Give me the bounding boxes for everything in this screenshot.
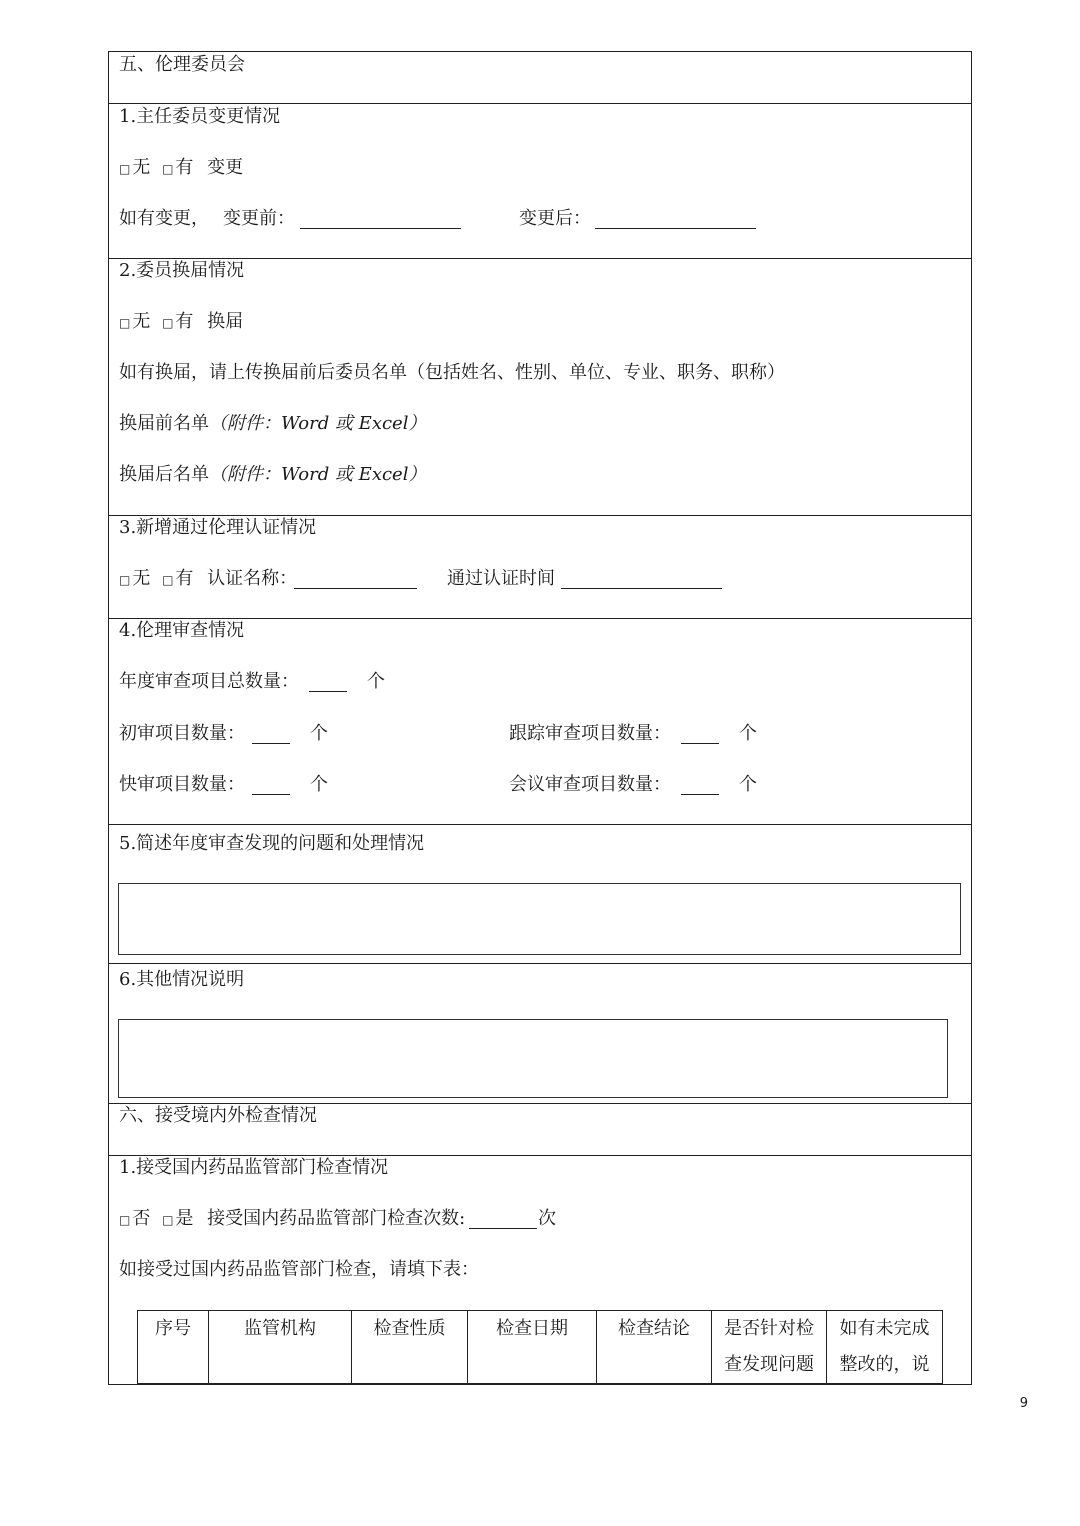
checkbox-yes[interactable]: □ — [162, 1213, 174, 1227]
q1-title: 1.主任委员变更情况 — [119, 106, 281, 127]
s6-instruction: 如接受过国内药品监管部门检查，请填下表： — [119, 1259, 479, 1280]
unit-label: 个 — [739, 774, 757, 795]
attachment-link[interactable]: （附件：Word 或 Excel） — [209, 413, 427, 434]
q2-instruction: 如有换届，请上传换届前后委员名单（包括姓名、性别、单位、专业、职务、职称） — [119, 362, 785, 383]
q5-title: 5.简述年度审查发现的问题和处理情况 — [119, 833, 425, 854]
q4-initial-input[interactable] — [252, 725, 290, 744]
row-divider — [108, 963, 972, 964]
row-divider — [108, 103, 972, 104]
q4-tracking-input[interactable] — [681, 725, 719, 744]
q4-fast-input[interactable] — [252, 776, 290, 795]
table-header-cell: 监管机构 — [209, 1311, 352, 1384]
table-header-cell: 检查日期 — [468, 1311, 597, 1384]
table-header-cell: 如有未完成 整改的，说 — [827, 1311, 943, 1384]
row-divider — [108, 824, 972, 825]
frame-bottom — [108, 1384, 972, 1385]
q4-total-label: 年度审查项目总数量： — [119, 671, 299, 692]
q5-textarea[interactable] — [118, 883, 961, 955]
q3-title: 3.新增通过伦理认证情况 — [119, 517, 317, 538]
q6-title: 6.其他情况说明 — [119, 969, 245, 990]
unit-label: 个 — [739, 723, 757, 744]
q4-title: 4.伦理审查情况 — [119, 620, 245, 641]
q2-options: □ 无 □ 有 换届 — [119, 311, 244, 332]
q3-cert-time-input[interactable] — [561, 570, 722, 589]
unit-label: 个 — [310, 774, 328, 795]
q4-total-input[interactable] — [309, 673, 347, 692]
table-header-cell: 检查结论 — [597, 1311, 712, 1384]
section5-title: 五、伦理委员会 — [119, 54, 245, 75]
checkbox-yes[interactable]: □ — [162, 162, 174, 176]
checkbox-no[interactable]: □ — [119, 162, 131, 176]
q3-cert-name-input[interactable] — [294, 570, 417, 589]
q1-before-label: 变更前： — [223, 208, 295, 229]
q4-initial-label: 初审项目数量： — [119, 723, 245, 744]
inspection-table — [137, 1310, 943, 1384]
q4-meeting-label: 会议审查项目数量： — [509, 774, 671, 795]
q1-options: □ 无 □ 有 变更 — [119, 157, 244, 178]
table-header-cell: 检查性质 — [352, 1311, 468, 1384]
table-header-cell: 是否针对检 查发现问题 — [712, 1311, 827, 1384]
q1-after-label: 变更后： — [519, 208, 591, 229]
q6-textarea[interactable] — [118, 1019, 948, 1098]
q1-if-changed: 如有变更， — [119, 208, 209, 229]
form-frame — [108, 51, 972, 1385]
checkbox-no[interactable]: □ — [119, 1213, 131, 1227]
unit-label: 个 — [310, 723, 328, 744]
checkbox-no[interactable]: □ — [119, 316, 131, 330]
unit-label: 个 — [367, 671, 385, 692]
s6-count-input[interactable] — [469, 1210, 537, 1229]
checkbox-yes[interactable]: □ — [162, 316, 174, 330]
table-header-cell: 序号 — [138, 1311, 209, 1384]
q4-fast-label: 快审项目数量： — [119, 774, 245, 795]
q3-options: □ 无 □ 有 认证名称： — [119, 568, 298, 589]
section6-title: 六、接受境内外检查情况 — [119, 1105, 317, 1126]
table-header-row — [138, 1311, 943, 1384]
attachment-link[interactable]: （附件：Word 或 Excel） — [209, 464, 427, 485]
q2-after-list: 换届后名单（附件：Word 或 Excel） — [119, 464, 427, 485]
q1-before-input[interactable] — [300, 210, 461, 229]
checkbox-yes[interactable]: □ — [162, 573, 174, 587]
q2-before-list: 换届前名单（附件：Word 或 Excel） — [119, 413, 427, 434]
s6-count-unit: 次 — [538, 1208, 556, 1229]
q2-title: 2.委员换届情况 — [119, 260, 245, 281]
q4-meeting-input[interactable] — [681, 776, 719, 795]
q3-cert-time-label: 通过认证时间 — [447, 568, 555, 589]
s6-q1-options: □ 否 □ 是 接受国内药品监管部门检查次数: — [119, 1208, 466, 1229]
checkbox-no[interactable]: □ — [119, 573, 131, 587]
q4-tracking-label: 跟踪审查项目数量： — [509, 723, 671, 744]
s6-q1-title: 1.接受国内药品监管部门检查情况 — [119, 1157, 389, 1178]
q1-after-input[interactable] — [595, 210, 756, 229]
page-number: 9 — [1019, 1396, 1028, 1411]
